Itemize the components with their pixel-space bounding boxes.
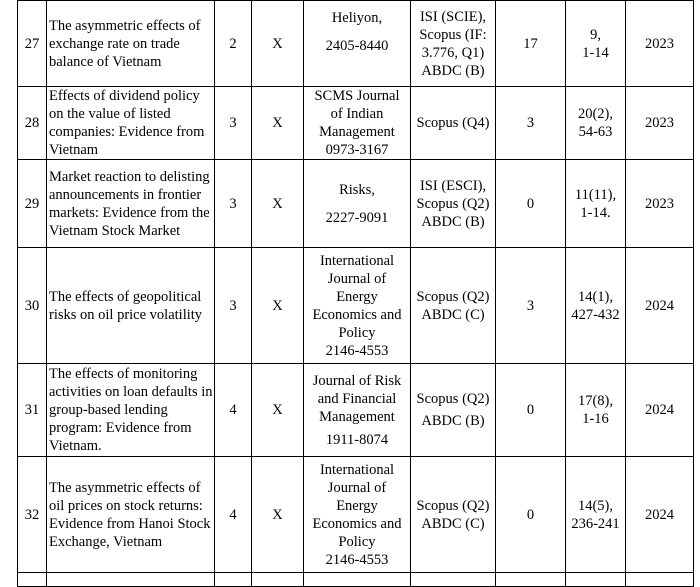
- journal-issn: 2405-8440: [325, 38, 389, 54]
- index-cell: [411, 457, 496, 573]
- index-cell: [411, 87, 496, 160]
- table-row: [18, 457, 694, 573]
- index-line: 3.776, Q1): [421, 44, 485, 61]
- index-cell: [411, 160, 496, 248]
- citation-count: 17: [496, 1, 566, 87]
- journal-cell: [304, 160, 411, 248]
- citation-count: 0: [496, 457, 566, 573]
- journal-name: SCMS Journal of Indian Management: [314, 88, 400, 140]
- volume-pages-cell: [566, 457, 626, 573]
- row-number: 28: [18, 87, 47, 160]
- journal-name: International Journal of Energy Economics and Policy: [312, 252, 402, 341]
- paper-title: Effects of dividend policy on the value of listed companies: Evidence from Vietnam: [47, 87, 215, 160]
- journal-cell: [304, 364, 411, 457]
- index-line: Scopus (Q4): [416, 115, 490, 131]
- author-count: 4: [215, 457, 252, 573]
- journal-cell: [304, 457, 411, 573]
- pages: 1-14: [582, 44, 609, 61]
- author-role-mark: X: [252, 457, 304, 573]
- author-count: 3: [215, 160, 252, 248]
- citation-count: 3: [496, 248, 566, 364]
- year: 2024: [626, 248, 694, 364]
- author-count: 3: [215, 87, 252, 160]
- author-count: 2: [215, 1, 252, 87]
- year: 2023: [626, 87, 694, 160]
- table-row: [18, 1, 694, 87]
- volume: 20(2),: [577, 106, 614, 122]
- index-cell: [411, 1, 496, 87]
- index-line: ABDC (B): [421, 213, 485, 230]
- year: 2024: [626, 364, 694, 457]
- year: 2023: [626, 1, 694, 87]
- journal-cell: [304, 87, 411, 160]
- index-line: ABDC (B): [421, 413, 485, 429]
- journal-name: Heliyon,: [331, 10, 383, 26]
- author-role-mark: X: [252, 364, 304, 457]
- paper-title: The effects of geopolitical risks on oil price volatility: [47, 248, 215, 364]
- journal-issn: 1911-8074: [325, 431, 389, 448]
- pages: 1-14.: [580, 204, 611, 221]
- row-number: 27: [18, 1, 47, 87]
- pages: 236-241: [571, 515, 620, 532]
- author-count: 4: [215, 364, 252, 457]
- table-row: [18, 87, 694, 160]
- volume-pages-cell: [566, 87, 626, 160]
- volume: 14(1),: [577, 288, 614, 305]
- journal-issn: 2227-9091: [325, 209, 389, 226]
- row-number: 30: [18, 248, 47, 364]
- author-role-mark: X: [252, 87, 304, 160]
- author-role-mark: X: [252, 248, 304, 364]
- volume: 17(8),: [577, 393, 614, 409]
- journal-name: Journal of Risk and Financial Management: [312, 372, 402, 425]
- row-number: 31: [18, 364, 47, 457]
- row-number: 32: [18, 457, 47, 573]
- citation-count: 0: [496, 364, 566, 457]
- author-count: 3: [215, 248, 252, 364]
- journal-name: Risks,: [339, 181, 375, 198]
- index-cell: [411, 364, 496, 457]
- index-line: ABDC (B): [421, 62, 485, 79]
- index-line: ISI (ESCI),: [419, 177, 487, 194]
- table-row-partial: [18, 573, 694, 587]
- citation-count: 3: [496, 87, 566, 160]
- year: 2024: [626, 457, 694, 573]
- pages: 1-16: [582, 411, 609, 427]
- volume: 11(11),: [574, 186, 617, 203]
- journal-issn: 0973-3167: [325, 142, 389, 158]
- volume: 9,: [590, 26, 601, 43]
- paper-title: The asymmetric effects of exchange rate on trade balance of Vietnam: [47, 1, 215, 87]
- table-row: [18, 160, 694, 248]
- index-line: ABDC (C): [421, 306, 485, 323]
- volume-pages-cell: [566, 248, 626, 364]
- index-line: ABDC (C): [421, 515, 485, 532]
- journal-issn: 2146-4553: [325, 342, 389, 359]
- index-line: Scopus (Q2): [416, 391, 490, 407]
- index-line: Scopus (Q2): [416, 288, 490, 305]
- pages: 54-63: [578, 124, 613, 140]
- journal-cell: [304, 1, 411, 87]
- table-row: [18, 248, 694, 364]
- index-cell: [411, 248, 496, 364]
- publications-table: [17, 0, 694, 587]
- index-line: Scopus (IF:: [419, 26, 487, 43]
- volume-pages-cell: [566, 160, 626, 248]
- paper-title: Market reaction to delisting announcements in frontier markets: Evidence from the Vietnam Stock Market: [47, 160, 215, 248]
- index-line: Scopus (Q2): [416, 195, 490, 212]
- index-line: ISI (SCIE),: [419, 8, 487, 25]
- pages: 427-432: [571, 306, 620, 323]
- journal-issn: 2146-4553: [325, 551, 389, 568]
- year: 2023: [626, 160, 694, 248]
- index-line: Scopus (Q2): [416, 497, 490, 514]
- volume: 14(5),: [577, 497, 614, 514]
- paper-title: The effects of monitoring activities on loan defaults in group-based lending program: Evidence from Vietnam.: [47, 364, 215, 457]
- row-number: 29: [18, 160, 47, 248]
- volume-pages-cell: [566, 364, 626, 457]
- author-role-mark: X: [252, 160, 304, 248]
- journal-name: International Journal of Energy Economics and Policy: [312, 461, 402, 550]
- paper-title: The asymmetric effects of oil prices on stock returns: Evidence from Hanoi Stock Exchange, Vietnam: [47, 457, 215, 573]
- table-row: [18, 364, 694, 457]
- journal-cell: [304, 248, 411, 364]
- volume-pages-cell: [566, 1, 626, 87]
- author-role-mark: X: [252, 1, 304, 87]
- citation-count: 0: [496, 160, 566, 248]
